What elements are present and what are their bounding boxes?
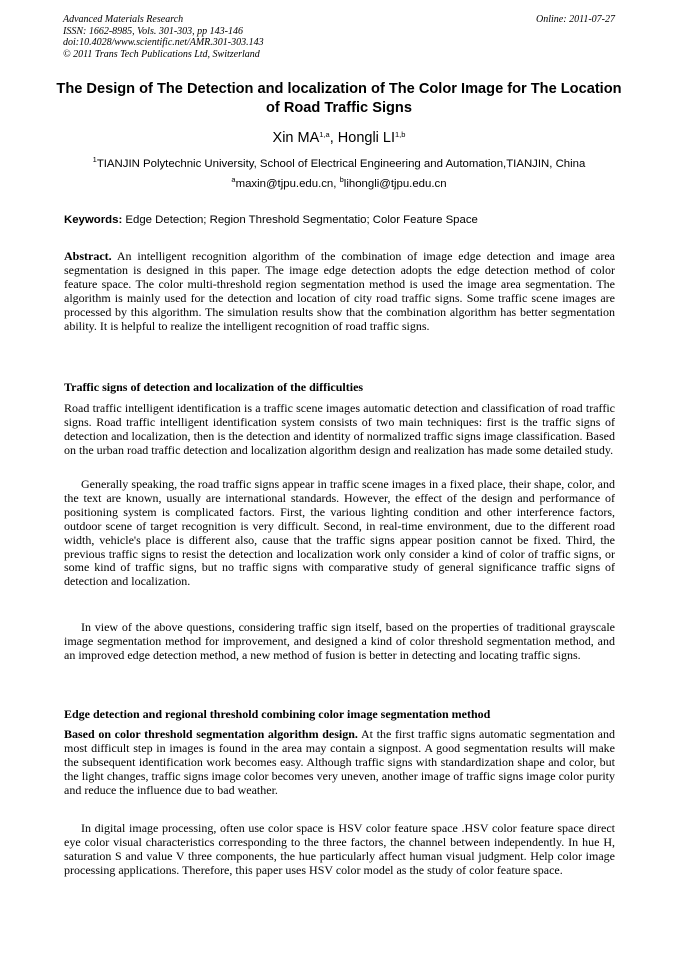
paper-title: The Design of The Detection and localization of The Color Image for The Location of Road Traffic Signs: [56, 81, 622, 116]
author-separator: ,: [329, 130, 338, 146]
email-separator: ,: [333, 178, 340, 190]
abstract-label: Abstract.: [64, 249, 112, 263]
copyright-line: © 2011 Trans Tech Publications Ltd, Switzerland: [63, 48, 260, 60]
body-paragraph: Road traffic intelligent identification is a traffic scene images automatic detection and classification of road traffic signs. Road traffic intelligent identification system consists of two main techniques: first is the traffic signs of detection and localization, then is the detection and identity of normalized traffic signs image classification. Based on the urban road traffic detection and localization algorithm design and realization has made some detailed study.: [64, 401, 615, 457]
affiliation-superscript: 1: [92, 155, 97, 164]
issn-line: ISSN: 1662-8985, Vols. 301-303, pp 143-146: [63, 25, 243, 37]
body-paragraph: Generally speaking, the road traffic signs appear in traffic scene images in a fixed place, their shape, color, and the text are known, usually are international standards. However, the effect of the design and performance of positioning system is complicated factors. First, the various lighting condition and other interference factors, outdoor scene of target recognition is very difficult. Second, in real-time environment, due to the different road width, vehicle's place is different also, cause that the traffic signs appear position cannot be fixed. Third, the previous traffic signs to resist the detection and localization work only consider a kind of color of traffic signs, or some kind of traffic signs, but no traffic signs with comparative study of general significance traffic signs of detection and localization.: [64, 477, 615, 589]
journal-header: [63, 14, 615, 60]
keywords-label: Keywords:: [64, 214, 123, 226]
email-line: [56, 177, 622, 191]
email-superscript: a: [231, 175, 236, 184]
keywords-text: Edge Detection; Region Threshold Segmentatio; Color Feature Space: [122, 214, 478, 226]
author-name: Xin MA: [272, 130, 320, 146]
paragraph-lead: Based on color threshold segmentation algorithm design.: [64, 727, 358, 741]
section-heading: Traffic signs of detection and localization of the difficulties: [64, 380, 364, 394]
body-paragraph: In digital image processing, often use color space is HSV color feature space .HSV color feature space direct eye color visual characteristics corresponding to the three factors, the channel between independently. In hue H, saturation S and value V three components, the hue particularly affect human visual judgment. Help color image processing applications. Therefore, this paper uses HSV color model as the study of color feature space.: [64, 821, 615, 877]
author-superscript: 1,a: [319, 130, 330, 139]
author-name: Hongli LI: [337, 130, 396, 146]
online-date: Online: 2011-07-27: [536, 14, 615, 25]
body-paragraph: In view of the above questions, considering traffic sign itself, based on the properties of traditional grayscale image segmentation method for improvement, and designed a kind of color threshold segmentation method, and an improved edge detection method, a new method of fusion is better in detecting and locating traffic signs.: [64, 620, 615, 662]
email-address: maxin@tjpu.edu.cn: [235, 178, 334, 190]
abstract: [64, 250, 615, 333]
keywords: [64, 213, 616, 227]
paragraph-text: At the first traffic signs automatic segmentation and most difficult step in images is found in the area may contain a signpost. A good segmentation results will make the subsequent identification work becomes easy. Although traffic signs with standardization shape and color, but the light changes, traffic signs image color becomes very uneven, another image of traffic signs image color purity and reduce the influence due to bad weather.: [64, 727, 616, 797]
email-address: lihongli@tjpu.edu.cn: [343, 178, 447, 190]
journal-name: Advanced Materials Research: [63, 14, 184, 25]
abstract-text: An intelligent recognition algorithm of the combination of image edge detection and image area segmentation is designed in this paper. The image edge detection adopts the edge detection method of color feature space. The color multi-threshold region segmentation method is used the image area segmentation. The algorithm is mainly used for the detection and location of city road traffic signs. Some traffic scene images are processed by this algorithm. The simulation results show that the combination algorithm has better segmentation ability. It is helpful to realize the intelligent recognition of road traffic signs.: [64, 249, 615, 333]
author-line: [56, 129, 622, 147]
body-paragraph: [64, 728, 615, 798]
section-heading: Edge detection and regional threshold combining color image segmentation method: [64, 707, 491, 721]
affiliation-text: TIANJIN Polytechnic University, School of Electrical Engineering and Automation,TIANJIN, China: [96, 158, 586, 170]
affiliation: [56, 157, 622, 171]
doi-line: doi:10.4028/www.scientific.net/AMR.301-303.143: [63, 37, 264, 48]
author-superscript: 1,b: [395, 130, 406, 139]
email-superscript: b: [339, 175, 344, 184]
